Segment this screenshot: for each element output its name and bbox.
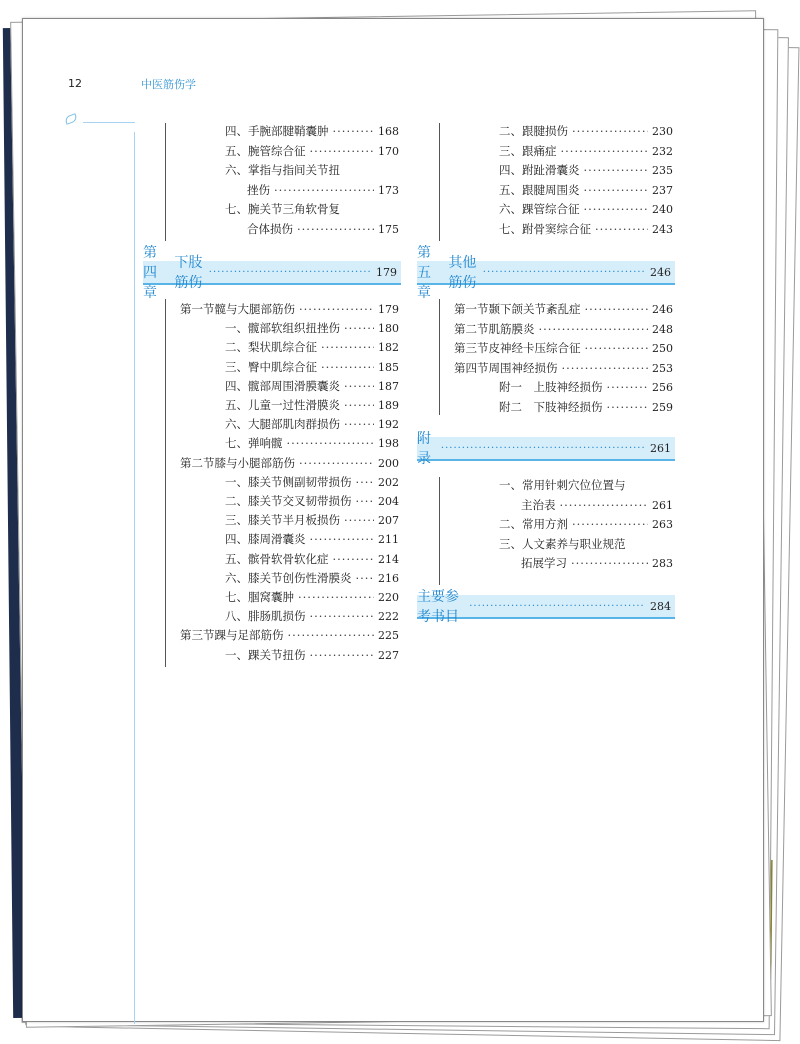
- toc-entry[interactable]: [499, 537, 673, 551]
- entry-title: 一、髋部软组织扭挫伤: [225, 321, 340, 336]
- leader-dots: [585, 302, 649, 316]
- margin-rule-top: [83, 122, 135, 123]
- section-number: 第一节: [454, 302, 489, 316]
- toc-entry[interactable]: [180, 456, 399, 471]
- entry-title: 六、掌指与指间关节扭: [225, 163, 340, 178]
- toc-entry[interactable]: [454, 322, 673, 337]
- entry-title: 二、常用方剂: [499, 517, 568, 532]
- toc-entry[interactable]: [225, 340, 399, 355]
- entry-page: 198: [378, 437, 399, 451]
- toc-entry[interactable]: [225, 648, 399, 663]
- entry-title: 二、膝关节交叉韧带损伤: [225, 494, 352, 508]
- toc-bracket-line: [165, 123, 166, 241]
- toc-entry[interactable]: [225, 532, 399, 547]
- leader-dots: [539, 322, 649, 336]
- toc-entry[interactable]: [499, 124, 673, 139]
- toc-entry[interactable]: [225, 571, 399, 586]
- leader-dots: [560, 498, 649, 512]
- toc-entry[interactable]: [225, 417, 399, 432]
- entry-title: 一、踝关节扭伤: [225, 647, 306, 662]
- leader-dots: [607, 400, 649, 414]
- entry-page: 253: [652, 361, 673, 375]
- leader-dots: [310, 609, 375, 623]
- entry-page: 283: [652, 557, 673, 571]
- toc-entry[interactable]: [225, 124, 399, 139]
- leader-dots: [356, 494, 375, 508]
- entry-title: 主治表: [521, 497, 556, 512]
- leader-dots: [321, 340, 374, 354]
- entry-title: 八、腓肠肌损伤: [225, 609, 306, 624]
- section-number: 第三节: [180, 628, 215, 643]
- toc-entry[interactable]: [225, 475, 399, 490]
- references-bar[interactable]: [417, 589, 675, 625]
- toc-entry[interactable]: [225, 360, 399, 375]
- leader-dots: [584, 163, 649, 177]
- toc-entry[interactable]: [225, 552, 399, 567]
- entry-title: 踝与足部筋伤: [214, 628, 284, 643]
- leader-dots: [595, 222, 648, 236]
- entry-title: 二、跟腱损伤: [499, 124, 568, 138]
- entry-page: 222: [378, 610, 399, 624]
- leader-dots: [287, 436, 375, 450]
- leaf-icon: [64, 113, 78, 125]
- leader-dots: [299, 302, 374, 316]
- leader-dots: [585, 341, 649, 355]
- entry-page: 204: [378, 495, 399, 508]
- entry-page: 185: [378, 360, 399, 374]
- entry-title: 三、人文素养与职业规范: [499, 536, 626, 551]
- entry-page: 235: [652, 164, 673, 178]
- entry-page: 175: [378, 223, 399, 236]
- entry-title: 膝与小腿部筋伤: [214, 455, 295, 470]
- appendix-title: 附录: [417, 431, 431, 467]
- toc-entry[interactable]: [225, 494, 399, 509]
- entry-title: 三、跟痛症: [499, 143, 557, 158]
- entry-title: 五、跟腱周围炎: [499, 182, 580, 197]
- leader-dots: [297, 222, 374, 236]
- entry-title: 附二 下肢神经损伤: [499, 400, 603, 414]
- leader-dots: [584, 183, 649, 197]
- entry-title: 髋与大腿部筋伤: [214, 302, 295, 316]
- entry-title: 附一 上肢神经损伤: [499, 380, 603, 395]
- entry-page: 214: [378, 552, 399, 566]
- toc-entry[interactable]: [499, 478, 673, 492]
- entry-page: 211: [378, 533, 399, 547]
- toc-entry[interactable]: [247, 183, 399, 198]
- leader-dots: [607, 380, 649, 394]
- entry-page: 207: [378, 514, 399, 528]
- leader-dots: [288, 628, 375, 642]
- entry-title: 三、臀中肌综合征: [225, 359, 317, 374]
- entry-page: 187: [378, 379, 399, 393]
- leader-dots: [562, 361, 649, 375]
- leader-dots: [344, 379, 374, 393]
- references-title: 主要参考书目: [417, 589, 459, 625]
- leader-dots: [344, 398, 374, 412]
- page-number: 12: [68, 77, 82, 90]
- leader-dots: [321, 360, 374, 374]
- entry-title: 皮神经卡压综合征: [488, 341, 581, 356]
- toc-entry[interactable]: [454, 341, 673, 356]
- leader-dots: [310, 648, 375, 662]
- entry-title: 七、弹响髋: [225, 436, 283, 451]
- toc-entry[interactable]: [521, 556, 673, 571]
- toc-bracket-line: [439, 299, 440, 415]
- toc-entry[interactable]: [225, 144, 399, 159]
- entry-page: 240: [652, 203, 673, 217]
- toc-entry[interactable]: [225, 163, 399, 177]
- entry-page: 259: [652, 401, 673, 414]
- entry-page: 256: [652, 381, 673, 395]
- leader-dots: [571, 556, 648, 570]
- entry-page: 246: [652, 303, 673, 316]
- leader-dots: [572, 517, 648, 531]
- chapter-4-number: 第四章: [143, 245, 157, 301]
- entry-page: 179: [378, 303, 399, 316]
- toc-entry[interactable]: [454, 361, 673, 376]
- toc-entry[interactable]: [225, 436, 399, 451]
- leader-dots: [274, 183, 374, 197]
- section-number: 第四节: [454, 360, 489, 375]
- toc-entry[interactable]: [247, 222, 399, 237]
- entry-page: 189: [378, 399, 399, 412]
- entry-page: 237: [652, 183, 673, 197]
- entry-title: 三、膝关节半月板损伤: [225, 513, 340, 528]
- toc-entry[interactable]: [499, 202, 673, 217]
- entry-title: 六、踝管综合征: [499, 202, 580, 217]
- leader-dots: [483, 267, 644, 278]
- toc-entry[interactable]: [225, 202, 399, 216]
- leader-dots: [299, 456, 374, 470]
- leader-dots: [441, 443, 644, 454]
- entry-page: 248: [652, 322, 673, 336]
- entry-page: 261: [652, 498, 673, 512]
- leader-dots: [209, 267, 370, 278]
- entry-page: 232: [652, 144, 673, 158]
- toc-bracket-line: [439, 123, 440, 241]
- entry-page: 230: [652, 125, 673, 138]
- leader-dots: [561, 144, 649, 158]
- entry-page: 200: [378, 456, 399, 470]
- entry-page: 250: [652, 342, 673, 356]
- entry-page: 225: [378, 629, 399, 643]
- entry-title: 合体损伤: [247, 222, 293, 236]
- leader-dots: [356, 571, 375, 585]
- entry-page: 202: [378, 475, 399, 489]
- toc-bracket-line: [439, 477, 440, 585]
- toc-entry[interactable]: [499, 144, 673, 159]
- entry-page: 243: [652, 223, 673, 236]
- chapter-4-bar[interactable]: [143, 245, 401, 301]
- entry-page: 180: [378, 322, 399, 336]
- entry-title: 一、膝关节侧副韧带损伤: [225, 474, 352, 489]
- toc-entry[interactable]: [499, 380, 673, 395]
- toc-entry[interactable]: [225, 513, 399, 528]
- entry-title: 五、髌骨软骨软化症: [225, 551, 329, 566]
- toc-entry[interactable]: [225, 379, 399, 394]
- toc-entry[interactable]: [499, 183, 673, 198]
- entry-title: 五、腕管综合征: [225, 143, 306, 158]
- toc-entry[interactable]: [454, 302, 673, 317]
- entry-title: 四、跗趾滑囊炎: [499, 163, 580, 178]
- entry-title: 五、儿童一过性滑膜炎: [225, 398, 340, 412]
- entry-title: 四、髋部周围滑膜囊炎: [225, 378, 340, 393]
- entry-title: 颞下颌关节紊乱症: [488, 302, 581, 316]
- entry-title: 六、膝关节创伤性滑膜炎: [225, 570, 352, 585]
- leader-dots: [572, 124, 648, 138]
- entry-title: 七、跗骨窦综合征: [499, 222, 591, 236]
- toc-bracket-line: [165, 299, 166, 667]
- entry-title: 二、梨状肌综合征: [225, 340, 317, 355]
- leader-dots: [344, 321, 374, 335]
- chapter-4-page: 179: [376, 265, 398, 279]
- section-number: 第一节: [180, 302, 215, 316]
- entry-page: 227: [378, 648, 399, 662]
- section-number: 第三节: [454, 341, 489, 356]
- leader-dots: [356, 475, 375, 489]
- toc-entry[interactable]: [499, 400, 673, 415]
- leader-dots: [469, 601, 644, 612]
- toc-entry[interactable]: [225, 398, 399, 413]
- toc-entry[interactable]: [225, 609, 399, 624]
- entry-page: 216: [378, 571, 399, 585]
- entry-page: 173: [378, 183, 399, 197]
- entry-title: 四、手腕部腱鞘囊肿: [225, 124, 329, 138]
- toc-entry[interactable]: [180, 628, 399, 643]
- leader-dots: [344, 513, 374, 527]
- entry-title: 一、常用针刺穴位位置与: [499, 478, 626, 492]
- chapter-5-page: 246: [650, 265, 672, 279]
- section-number: 第二节: [454, 321, 489, 336]
- entry-title: 拓展学习: [521, 556, 567, 571]
- chapter-5-bar[interactable]: [417, 245, 675, 301]
- entry-title: 周围神经损伤: [488, 360, 558, 375]
- chapter-4-title: 下肢筋伤: [174, 255, 203, 291]
- entry-title: 四、膝周滑囊炎: [225, 532, 306, 547]
- margin-rule: [134, 132, 135, 1024]
- toc-entry[interactable]: [499, 163, 673, 178]
- entry-page: 263: [652, 518, 673, 532]
- leader-dots: [310, 532, 375, 546]
- toc-entry[interactable]: [499, 222, 673, 237]
- leader-dots: [344, 417, 374, 431]
- chapter-5-title: 其他筋伤: [448, 255, 477, 291]
- entry-page: 168: [378, 125, 399, 138]
- entry-page: 220: [378, 591, 399, 604]
- toc-page: [22, 18, 764, 1022]
- entry-title: 挫伤: [247, 182, 270, 197]
- leader-dots: [333, 124, 375, 138]
- toc-entry[interactable]: [225, 321, 399, 336]
- chapter-5-number: 第五章: [417, 245, 431, 301]
- toc-entry[interactable]: [180, 302, 399, 317]
- toc-entry[interactable]: [521, 498, 673, 513]
- leader-dots: [310, 144, 375, 158]
- running-title: 中医筋伤学: [141, 78, 196, 91]
- leader-dots: [584, 202, 649, 216]
- references-page: 284: [650, 599, 671, 613]
- entry-title: 六、大腿部肌肉群损伤: [225, 417, 340, 432]
- leader-dots: [298, 590, 374, 604]
- entry-title: 七、腘窝囊肿: [225, 590, 294, 604]
- entry-title: 七、腕关节三角软骨复: [225, 202, 340, 217]
- leader-dots: [333, 552, 375, 566]
- entry-page: 182: [378, 341, 399, 355]
- entry-title: 肌筋膜炎: [488, 321, 535, 336]
- entry-page: 170: [378, 144, 399, 158]
- appendix-page: 261: [650, 441, 671, 455]
- appendix-bar[interactable]: [417, 431, 675, 467]
- section-number: 第二节: [180, 455, 215, 470]
- toc-entry[interactable]: [499, 517, 673, 532]
- toc-entry[interactable]: [225, 590, 399, 605]
- entry-page: 192: [378, 418, 399, 432]
